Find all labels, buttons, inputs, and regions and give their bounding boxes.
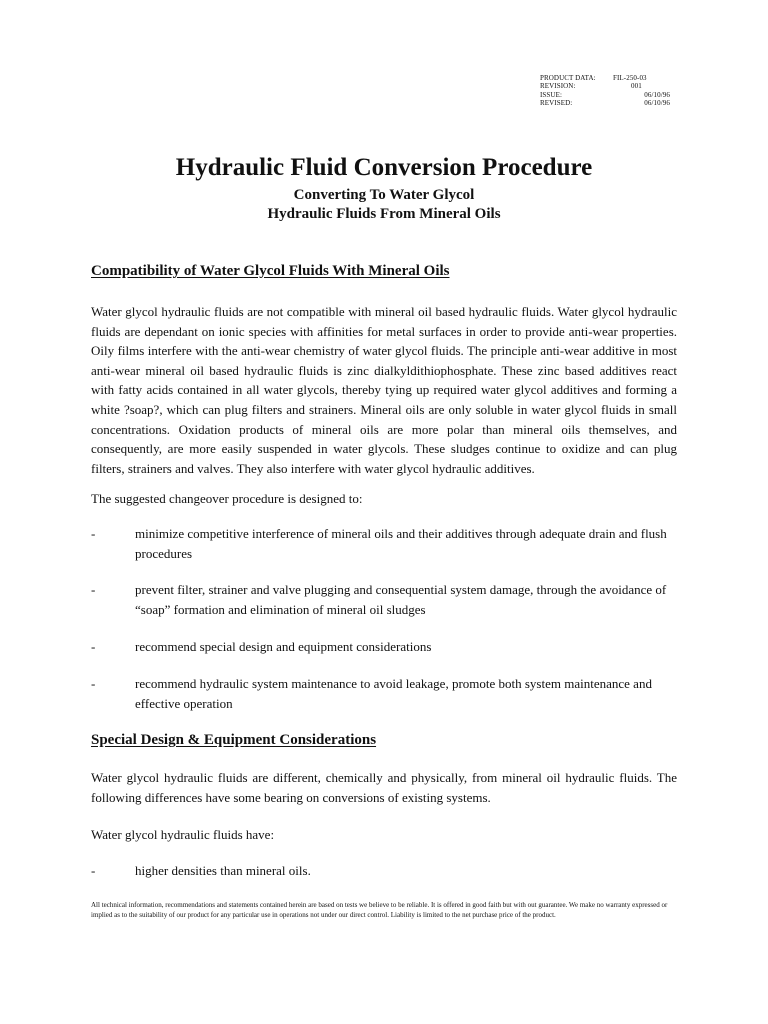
meta-value: 06/10/96 — [644, 98, 670, 107]
document-subtitle: Hydraulic Fluids From Mineral Oils — [267, 206, 501, 222]
compatibility-paragraph: Water glycol hydraulic fluids are not compatible with mineral oil based hydraulic fluids. Water glycol hydraulic fluids are dependant on ionic species with affinities for metal surfaces in order to provide anti-wear properties. Oily films interfere with the anti-wear chemistry of water glycol fluids. The principle anti-wear additive in most anti-wear mineral oil based hydraulic fluids is zinc dialkyldithiophosphate. These zinc based additives react with fatty acids contained in all water glycols, thereby tying up required water glycol additives and forming a white ?soap?, which can plug filters and strainers. Mineral oils are only soluble in water glycol fluids in small concentrations. Oxidation products of mineral oils are more polar than mineral oils themselves, and consequently, are more easily suspended in water glycols. These sludges continue to oxidize and can plug filters, strainers and valves. They also interfere with water glycol hydraulic additives. — [91, 304, 677, 476]
meta-row-revised — [540, 99, 670, 107]
meta-label: REVISED: — [540, 98, 573, 107]
meta-value: FIL-250-03 — [613, 74, 647, 82]
section-heading-compatibility: Compatibility of Water Glycol Fluids With Mineral Oils — [91, 263, 450, 279]
list-item-text: recommend hydraulic system maintenance to avoid leakage, promote both system maintenance and effective operation — [135, 676, 652, 711]
list-item-text: higher densities than mineral oils. — [135, 863, 311, 878]
document-subtitle: Converting To Water Glycol — [293, 187, 475, 203]
bullet-marker: - — [91, 582, 96, 597]
bullet-marker: - — [91, 639, 96, 654]
meta-label: ISSUE: — [540, 90, 562, 99]
legal-disclaimer: All technical information, recommendations and statements contained herein are based on tests we believe to be reliable. It is offered in good faith but with out guarantee. We make no warranty expressed or implied as to the suitability of our product for any particular use in operations not under our direct control. Liability is limited to the net purchase price of the product. — [91, 901, 668, 919]
changeover-intro: The suggested changeover procedure is designed to: — [91, 491, 363, 506]
meta-value: 06/10/96 — [644, 90, 670, 99]
list-item-text: recommend special design and equipment considerations — [135, 639, 432, 654]
meta-row-product-data — [540, 74, 670, 82]
section-heading-special-design: Special Design & Equipment Considerations — [91, 732, 377, 748]
special-design-paragraph: Water glycol hydraulic fluids are different, chemically and physically, from mineral oil hydraulic fluids. The following differences have some bearing on conversions of existing systems. — [91, 770, 677, 805]
meta-row-issue — [540, 91, 670, 99]
list-item-text: prevent filter, strainer and valve plugging and consequential system damage, through the avoidance of “soap” formation and elimination of mineral oil sludges — [135, 582, 667, 617]
water-glycol-intro: Water glycol hydraulic fluids have: — [91, 827, 275, 842]
bullet-marker: - — [91, 526, 96, 541]
bullet-marker: - — [91, 863, 96, 878]
document-title: Hydraulic Fluid Conversion Procedure — [175, 154, 593, 181]
bullet-marker: - — [91, 676, 96, 691]
list-item-text: minimize competitive interference of mineral oils and their additives through adequate drain and flush procedures — [135, 526, 667, 561]
meta-label: REVISION: — [540, 82, 576, 91]
product-data-block — [540, 74, 670, 107]
meta-label: PRODUCT DATA: — [540, 74, 596, 82]
meta-value: 001 — [631, 82, 642, 91]
meta-row-revision — [540, 82, 670, 90]
